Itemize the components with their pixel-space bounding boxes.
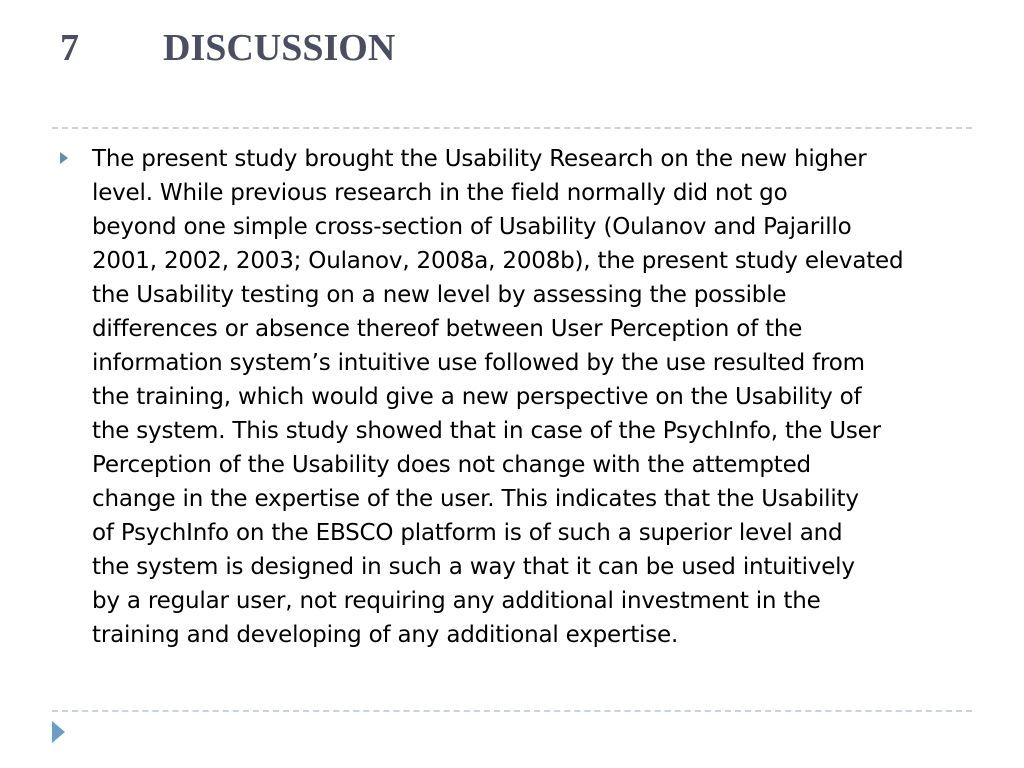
- paragraph-line: Perception of the Usability does not change with the attempted: [92, 452, 811, 478]
- paragraph-line: the Usability testing on a new level by assessing the possible: [92, 282, 787, 308]
- top-divider: [52, 127, 972, 129]
- paragraph-line: beyond one simple cross-section of Usability (Oulanov and Pajarillo: [92, 214, 852, 240]
- paragraph-line: level. While previous research in the field normally did not go: [92, 180, 788, 206]
- paragraph-line: the system is designed in such a way that it can be used intuitively: [92, 554, 855, 580]
- section-number: 7: [60, 27, 79, 69]
- paragraph-line: the system. This study showed that in case of the PsychInfo, the User: [92, 418, 881, 444]
- paragraph-line: 2001, 2002, 2003; Oulanov, 2008a, 2008b), the present study elevated: [92, 248, 904, 274]
- paragraph-line: change in the expertise of the user. This indicates that the Usability: [92, 486, 859, 512]
- paragraph-line: the training, which would give a new perspective on the Usability of: [92, 384, 862, 410]
- play-arrow-icon[interactable]: [52, 721, 65, 743]
- paragraph-line: training and developing of any additional expertise.: [92, 622, 679, 648]
- bottom-divider: [52, 710, 972, 712]
- paragraph-line: of PsychInfo on the EBSCO platform is of such a superior level and: [92, 520, 843, 546]
- paragraph-line: The present study brought the Usability Research on the new higher: [92, 146, 867, 172]
- bullet-paragraph: [92, 142, 968, 652]
- section-title: DISCUSSION: [163, 27, 396, 69]
- paragraph-line: differences or absence thereof between User Perception of the: [92, 316, 803, 342]
- paragraph-line: by a regular user, not requiring any additional investment in the: [92, 588, 821, 614]
- slide-title: [60, 24, 395, 72]
- paragraph-line: information system’s intuitive use followed by the use resulted from: [92, 350, 865, 376]
- triangle-bullet-icon: [60, 152, 68, 164]
